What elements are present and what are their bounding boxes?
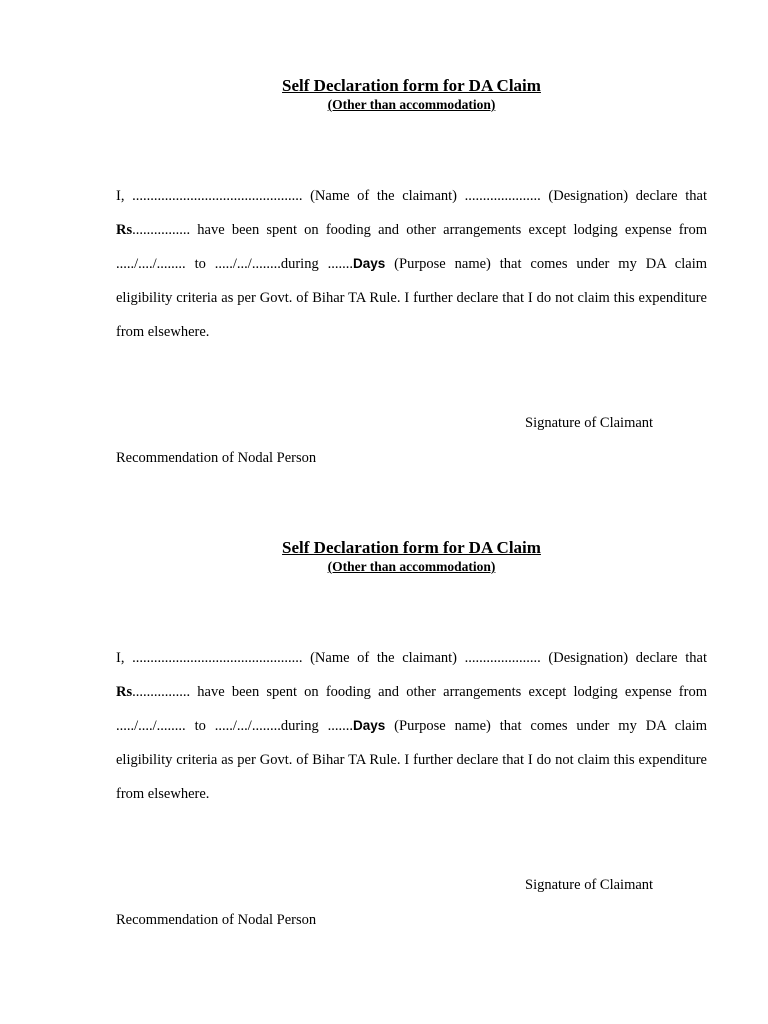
recommendation-label: Recommendation of Nodal Person (116, 912, 317, 928)
declaration-form-2 (116, 538, 707, 928)
recommendation-label: Recommendation of Nodal Person (116, 450, 317, 466)
declaration-text-part-1: I, ............................................... (Name of the claimant) ..................... (Designation) declare that (116, 188, 707, 204)
declaration-text-part-1: I, ............................................... (Name of the claimant) ..................... (Designation) declare that (116, 650, 707, 666)
signature-label: Signature of Claimant (525, 415, 654, 431)
declaration-text (116, 641, 707, 811)
rs-label: Rs (116, 222, 133, 238)
days-label: Days (352, 718, 386, 733)
declaration-form-1 (116, 76, 707, 466)
form-title: Self Declaration form for DA Claim (282, 538, 541, 557)
rs-label: Rs (116, 684, 133, 700)
signature-label: Signature of Claimant (525, 877, 654, 893)
form-subtitle: (Other than accommodation) (327, 97, 496, 112)
form-subtitle: (Other than accommodation) (327, 559, 496, 574)
declaration-text-part-3: (Purpose name) that comes under my DA claim eligibility criteria as per Govt. of Bihar TA Rule. I further declare that I do not claim this expenditure from elsewhere. (116, 256, 707, 340)
declaration-text-part-3: (Purpose name) that comes under my DA claim eligibility criteria as per Govt. of Bihar TA Rule. I further declare that I do not claim this expenditure from elsewhere. (116, 718, 707, 802)
declaration-text (116, 179, 707, 349)
declaration-text-part-2: ................ have been spent on fooding and other arrangements except lodging expense from ...../..../........ to ...../.../........during ....... (116, 684, 707, 734)
declaration-text-part-2: ................ have been spent on fooding and other arrangements except lodging expense from ...../..../........ to ...../.../........during ....... (116, 222, 707, 272)
form-title: Self Declaration form for DA Claim (282, 76, 541, 95)
days-label: Days (352, 256, 386, 271)
